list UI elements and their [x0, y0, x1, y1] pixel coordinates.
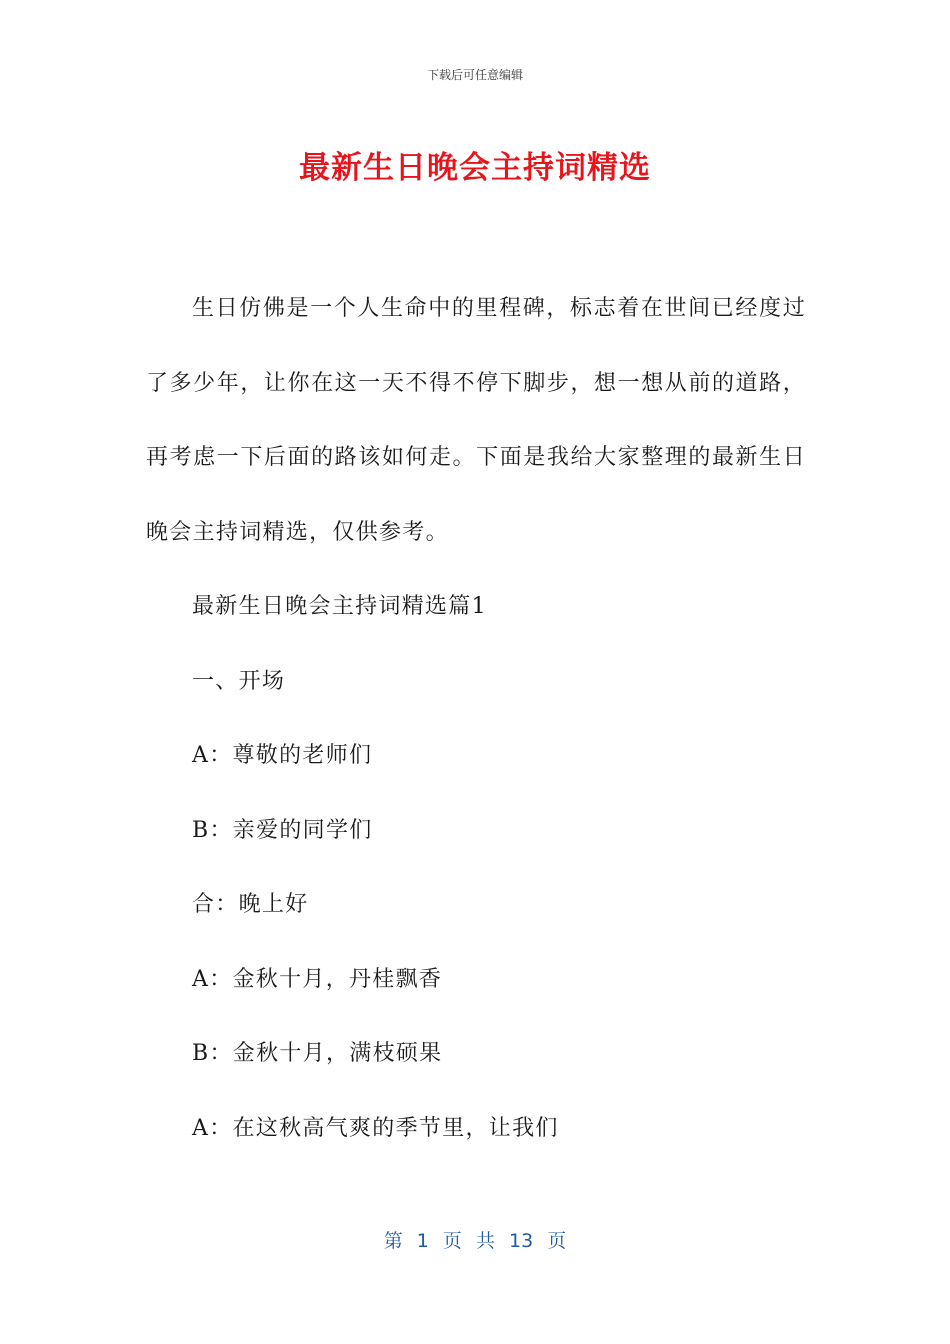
dialogue-line: 合：晚上好	[192, 892, 309, 917]
subsection-heading: 一、开场	[192, 668, 286, 694]
footer-suffix: 页	[547, 1230, 567, 1252]
section-heading: 最新生日晚会主持词精选篇1	[192, 594, 487, 619]
footer-middle: 页 共	[442, 1230, 495, 1252]
footer-page-number: 1	[416, 1230, 429, 1252]
dialogue-line: A：在这秋高气爽的季节里，让我们	[192, 1115, 559, 1141]
document-title: 最新生日晚会主持词精选	[299, 150, 651, 186]
dialogue-line: A：金秋十月，丹桂飘香	[192, 966, 443, 992]
dialogue-line: B：金秋十月，满枝硕果	[192, 1041, 443, 1066]
dialogue-line: A：尊敬的老师们	[192, 743, 373, 768]
intro-paragraph: 生日仿佛是一个人生命中的里程碑，标志着在世间已经度过了多少年，让你在这一天不得不停下脚步，想一想从前的道路，再考虑一下后面的路该如何走。下面是我给大家整理的最新生日晚会主持词精选，仅供参考。	[146, 296, 806, 545]
document-body	[146, 272, 806, 1166]
page-footer	[0, 1226, 950, 1253]
dialogue-line: B：亲爱的同学们	[192, 817, 373, 843]
page-header: 下载后可任意编辑	[426, 68, 523, 82]
footer-prefix: 第	[383, 1230, 403, 1252]
footer-total-pages: 13	[509, 1230, 534, 1252]
